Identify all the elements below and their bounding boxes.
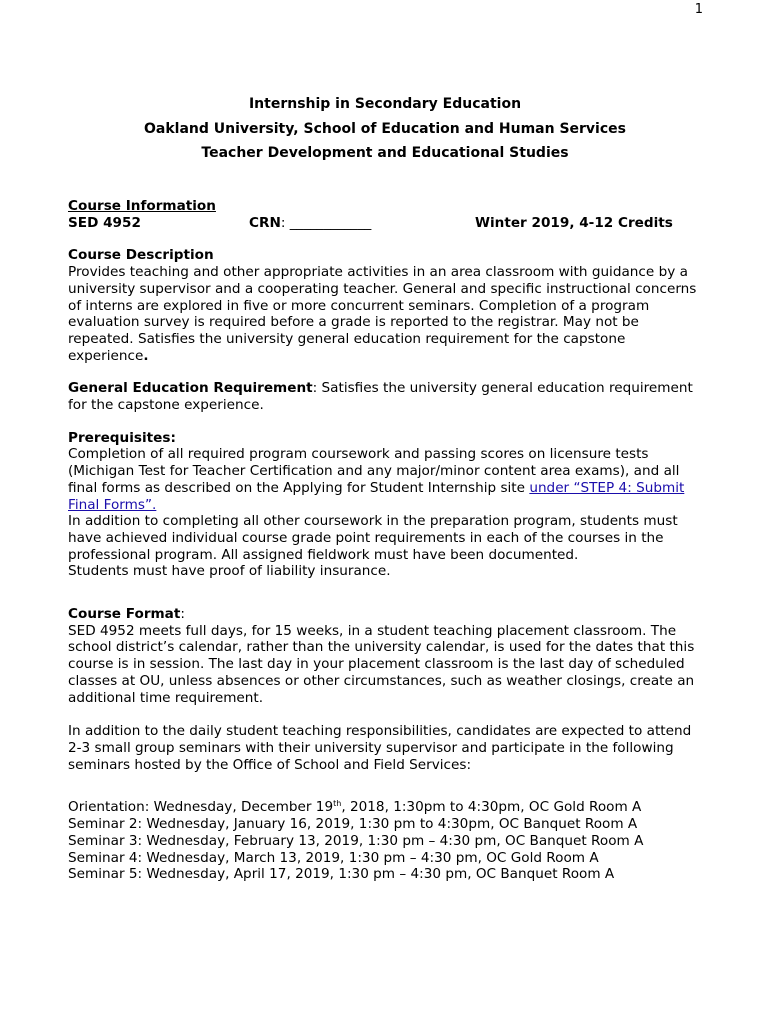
seminar-4: Seminar 4: Wednesday, March 13, 2019, 1:30 pm – 4:30 pm, OC Gold Room A <box>68 849 599 866</box>
prerequisites-body: Completion of all required program coursework and passing scores on licensure tests (Michigan Test for Teacher Certification and any major/minor content area exams), and all final forms as described on the Applying for Student Internship site <box>68 446 680 496</box>
term-credits: Winter 2019, 4-12 Credits <box>475 214 673 231</box>
prerequisites-text <box>68 446 708 513</box>
gen-ed-paragraph <box>68 380 708 413</box>
page-number: 1 <box>694 2 703 17</box>
institution-name: Oakland University, School of Education and Human Services <box>144 120 626 137</box>
orientation-ordinal: th <box>333 799 342 809</box>
seminar-2: Seminar 2: Wednesday, January 16, 2019, 1:30 pm to 4:30pm, OC Banquet Room A <box>68 816 638 833</box>
submit-final-forms-link[interactable]: under “STEP 4: Submit Final Forms”. <box>68 479 685 513</box>
seminar-list <box>68 799 708 883</box>
description-text <box>68 264 708 364</box>
format-colon: : <box>180 606 185 623</box>
crn-field <box>249 215 475 232</box>
prerequisites-additional: In addition to completing all other coursework in the preparation program, students must have achieved individual course grade point requirements in each of the courses in the professional program. All assigned fieldwork must have been documented. <box>68 513 678 563</box>
format-heading: Course Format <box>68 606 181 623</box>
description-heading: Course Description <box>68 247 214 264</box>
course-code: SED 4952 <box>68 214 141 231</box>
seminar-orientation <box>68 799 708 816</box>
course-title: Internship in Secondary Education <box>248 96 522 112</box>
gen-ed-text: : Satisfies the university general education requirement for the capstone experience. <box>68 380 693 414</box>
department-name: Teacher Development and Educational Studies <box>201 145 569 161</box>
format-paragraph-1: SED 4952 meets full days, for 15 weeks, in a student teaching placement classroom. The school district’s calendar, rather than the university calendar, is used for the dates that this course is in session. The last day in your placement classroom is the last day of scheduled classes at OU, unless absences or other circumstances, such as weather closings, create an additional time requirement. <box>68 622 695 706</box>
format-heading-line <box>68 606 708 623</box>
course-info-heading: Course Information <box>68 198 216 214</box>
crn-value: : ____________ <box>280 214 372 231</box>
description-period: . <box>143 347 149 364</box>
prerequisites-insurance: Students must have proof of liability insurance. <box>68 563 391 580</box>
seminar-3: Seminar 3: Wednesday, February 13, 2019, 1:30 pm – 4:30 pm, OC Banquet Room A <box>68 832 644 849</box>
document-header <box>0 92 770 166</box>
seminar-5: Seminar 5: Wednesday, April 17, 2019, 1:30 pm – 4:30 pm, OC Banquet Room A <box>68 866 615 883</box>
crn-label: CRN <box>249 214 281 231</box>
format-paragraph-2: In addition to the daily student teaching responsibilities, candidates are expected to attend 2-3 small group seminars with their university supervisor and participate in the following seminars hosted by the Office of School and Field Services: <box>68 723 692 773</box>
description-body: Provides teaching and other appropriate activities in an area classroom with guidance by a university supervisor and a cooperating teacher. General and specific instructional concerns of interns are explored in five or more concurrent seminars. Completion of a program evaluation survey is required before a grade is reported to the registrar. May not be repeated. Satisfies the university general education requirement for the capstone experience <box>68 264 697 364</box>
gen-ed-label: General Education Requirement <box>68 380 313 397</box>
orientation-details: , 2018, 1:30pm to 4:30pm, OC Gold Room A <box>341 799 642 816</box>
prerequisites-heading: Prerequisites: <box>68 429 176 446</box>
course-info-row <box>68 215 708 232</box>
document-body <box>68 198 708 883</box>
orientation-date: Orientation: Wednesday, December 19 <box>68 799 334 816</box>
